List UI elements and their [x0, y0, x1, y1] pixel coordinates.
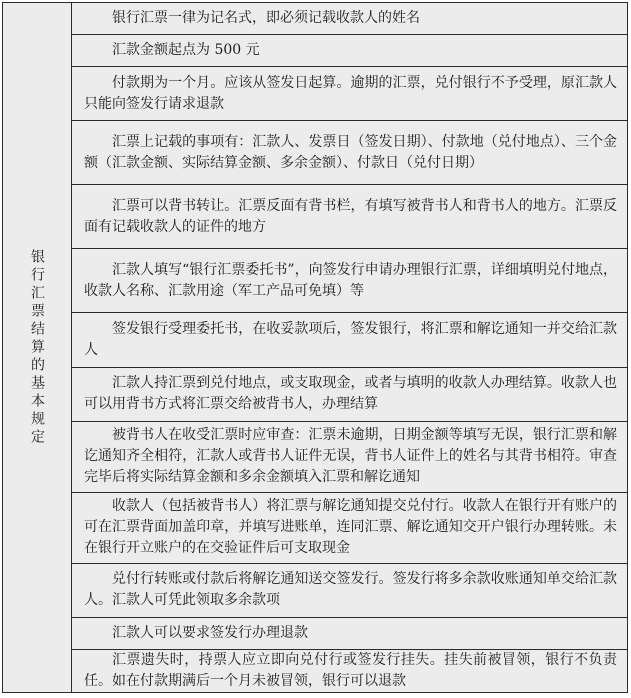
- rule-text: 被背书人在收受汇票时应审查：汇票未逾期，日期金额等填写无误，银行汇票和解讫通知齐全相符，汇款人或背书人证件无误，背书人证件上的姓名与其背书相符。审查完毕后将实际结算金额和多余金额填入汇票和解讫通知: [84, 427, 617, 486]
- rule-row: [72, 313, 627, 367]
- rule-row: [72, 618, 627, 650]
- rule-row: [72, 493, 627, 564]
- rule-text: 付款期为一个月。应该从签发日起算。逾期的汇票，兑付银行不予受理，原汇款人只能向签发行请求退款: [84, 74, 617, 112]
- rule-text: 汇款人填写“银行汇票委托书”，向签发行申请办理银行汇票，详细填明兑付地点，收款人名称、汇款用途（军工产品可免填）等: [84, 261, 617, 299]
- rule-row: [72, 3, 627, 35]
- regulations-table: [2, 2, 628, 693]
- rule-row: [72, 368, 627, 422]
- category-cell: [3, 3, 72, 692]
- rule-text: 汇款人持汇票到兑付地点，或支取现金，或者与填明的收款人办理结算。收款人也可以用背书方式将汇票交给被背书人，办理结算: [84, 375, 617, 413]
- rule-text: 汇款金额起点为 500 元: [112, 42, 260, 59]
- rule-text: 汇票上记载的事项有：汇款人、发票日（签发日期）、付款地（兑付地点）、三个金额（汇款金额、实际结算金额、多余金额）、付款日（兑付日期）: [84, 133, 617, 171]
- rules-list: [72, 3, 627, 692]
- category-label: 银行汇票结算的基本规定: [29, 248, 45, 447]
- rule-text: 汇款人可以要求签发行办理退款: [112, 624, 308, 641]
- rule-row: [72, 35, 627, 67]
- rule-row: [72, 422, 627, 493]
- rule-row: [72, 249, 627, 313]
- rule-text: 银行汇票一律为记名式，即必须记载收款人的姓名: [112, 10, 420, 26]
- rule-text: 汇票可以背书转让。汇票反面有背书栏，有填写被背书人和背书人的地方。汇票反面有记载收款人的证件的地方: [84, 197, 617, 235]
- rule-row: [72, 67, 627, 121]
- rule-text: 收款人（包括被背书人）将汇票与解讫通知提交兑付行。收款人在银行开有账户的可在汇票背面加盖印章，并填写进账单，连同汇票、解讫通知交开户银行办理转账。未在银行开立账户的在交验证件后可支取现金: [84, 498, 617, 557]
- rule-row: [72, 564, 627, 618]
- rule-text: 兑付行转账或付款后将解讫通知送交签发行。签发行将多余款收账通知单交给汇款人。汇款人可凭此领取多余款项: [84, 571, 617, 609]
- rule-row: [72, 121, 627, 185]
- rule-text: 签发银行受理委托书，在收妥款项后，签发银行，将汇票和解讫通知一并交给汇款人: [84, 321, 617, 359]
- rule-text: 汇票遗失时，持票人应立即向兑付行或签发行挂失。挂失前被冒领，银行不负责任。如在付款期满后一个月未被冒领，银行可以退款: [84, 652, 617, 689]
- rule-row: [72, 650, 627, 692]
- rule-row: [72, 185, 627, 249]
